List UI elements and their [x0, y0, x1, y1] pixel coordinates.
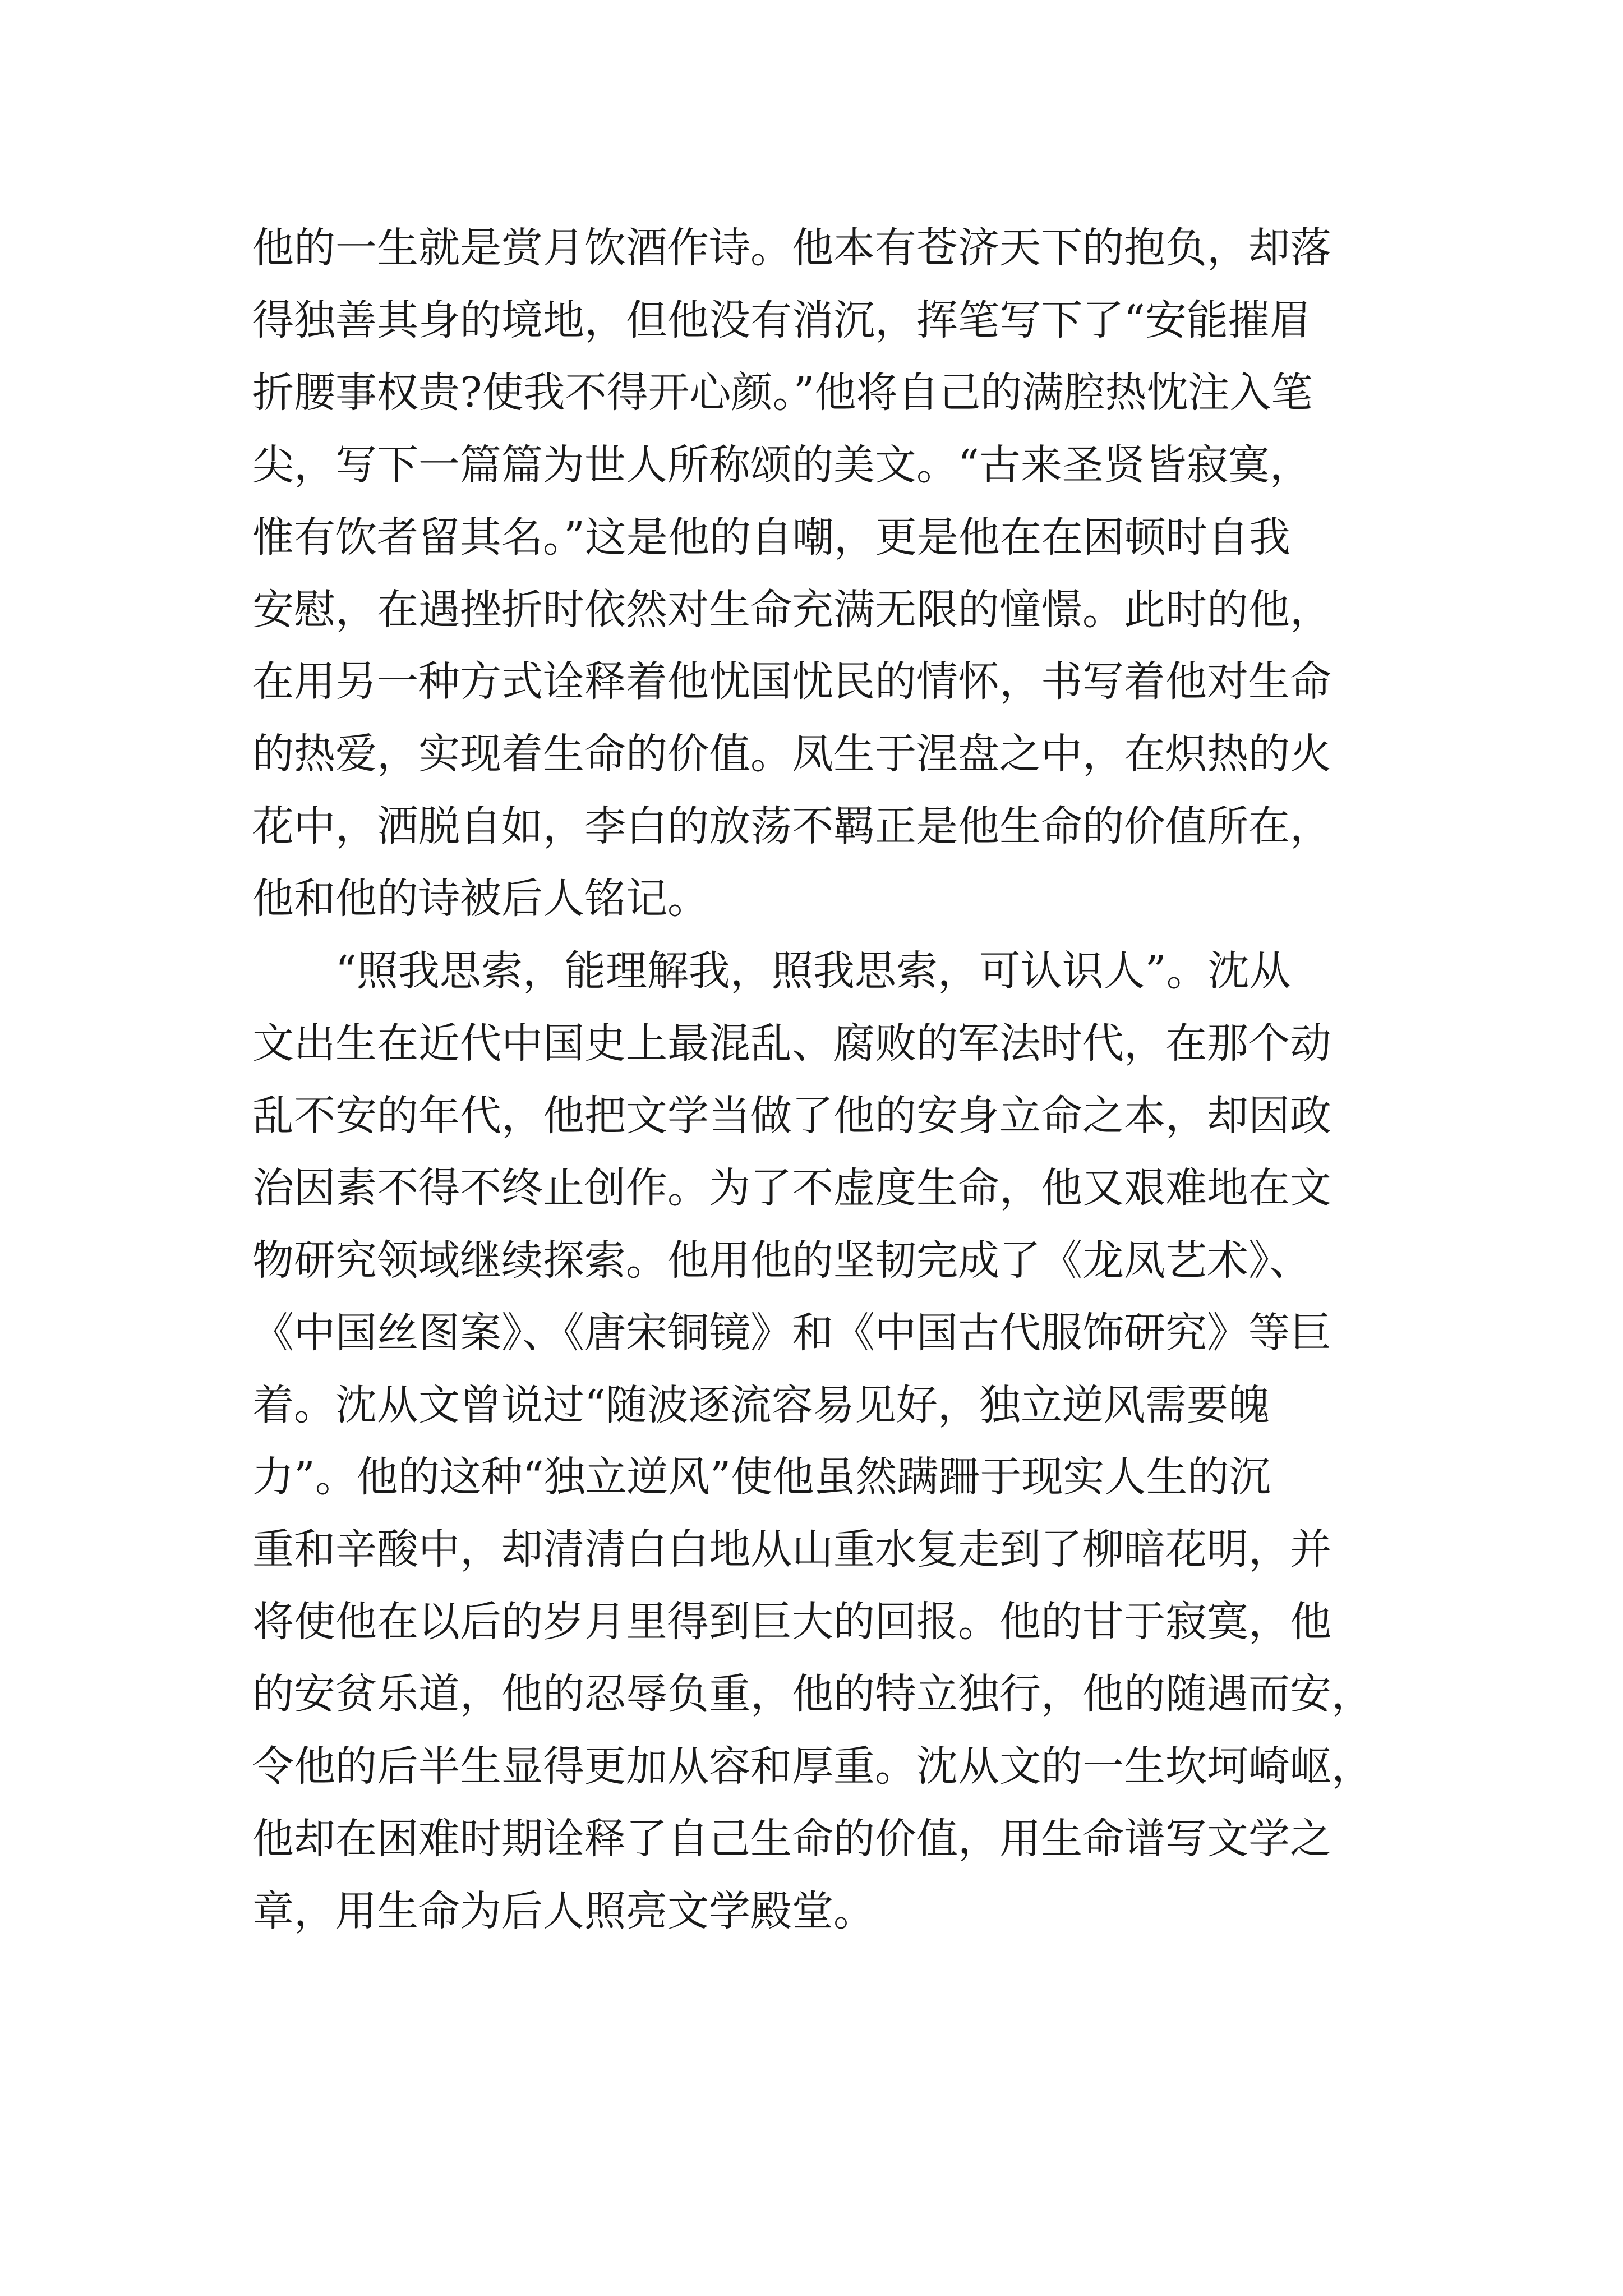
text-line: 文出生在近代中国史上最混乱、腐败的军法时代，在那个动 — [252, 1019, 1331, 1068]
text-line: 花中，洒脱自如，李白的放荡不羁正是他生命的价值所在， — [252, 802, 1331, 851]
text-line: “照我思索，能理解我，照我思索，可认识人”。沈从 — [335, 947, 1291, 996]
text-line: 治因素不得不终止创作。为了不虚度生命，他又艰难地在文 — [252, 1163, 1331, 1212]
text-line: 他的一生就是赏月饮酒作诗。他本有苍济天下的抱负，却落 — [252, 224, 1331, 272]
text-line: 章，用生命为后人照亮文学殿堂。 — [252, 1887, 875, 1935]
text-line: 《中国丝图案》、《唐宋铜镜》和《中国古代服饰研究》等巨 — [252, 1308, 1331, 1357]
text-line: 在用另一种方式诠释着他忧国忧民的情怀，书写着他对生命 — [252, 657, 1331, 706]
text-line: 着。沈从文曾说过“随波逐流容易见好，独立逆风需要魄 — [252, 1381, 1270, 1429]
text-line: 惟有饮者留其名。”这是他的自嘲，更是他在在困顿时自我 — [252, 513, 1290, 562]
text-line: 尖，写下一篇篇为世人所称颂的美文。“古来圣贤皆寂寞， — [252, 440, 1311, 489]
text-line: 的安贫乐道，他的忍辱负重，他的特立独行，他的随遇而安， — [252, 1670, 1373, 1719]
text-line: 令他的后半生显得更加从容和厚重。沈从文的一生坎坷崎岖， — [252, 1742, 1373, 1791]
text-line: 将使他在以后的岁月里得到巨大的回报。他的甘于寂寞，他 — [252, 1598, 1331, 1646]
text-line: 得独善其身的境地，但他没有消沉，挥笔写下了“安能摧眉 — [252, 296, 1311, 344]
text-line: 安慰，在遇挫折时依然对生命充满无限的憧憬。此时的他， — [252, 585, 1331, 634]
paragraph-shen-congwen — [252, 935, 1405, 1948]
paragraph-li-bai — [252, 212, 1405, 935]
text-line: 他却在困难时期诠释了自己生命的价值，用生命谱写文学之 — [252, 1814, 1331, 1863]
text-line: 乱不安的年代，他把文学当做了他的安身立命之本，却因政 — [252, 1091, 1331, 1140]
text-line: 他和他的诗被后人铭记。 — [252, 875, 709, 923]
text-line: 的热爱，实现着生命的价值。凤生于涅盘之中，在炽热的火 — [252, 730, 1331, 779]
text-line: 重和辛酸中，却清清白白地从山重水复走到了柳暗花明，并 — [252, 1525, 1331, 1574]
text-line: 力”。他的这种“独立逆风”使他虽然蹒跚于现实人生的沉 — [252, 1453, 1271, 1502]
text-line: 折腰事权贵?使我不得开心颜。”他将自己的满腔热忱注入笔 — [252, 368, 1313, 417]
text-line: 物研究领域继续探索。他用他的坚韧完成了《龙凤艺术》、 — [252, 1236, 1311, 1285]
body-text — [252, 212, 1405, 1948]
